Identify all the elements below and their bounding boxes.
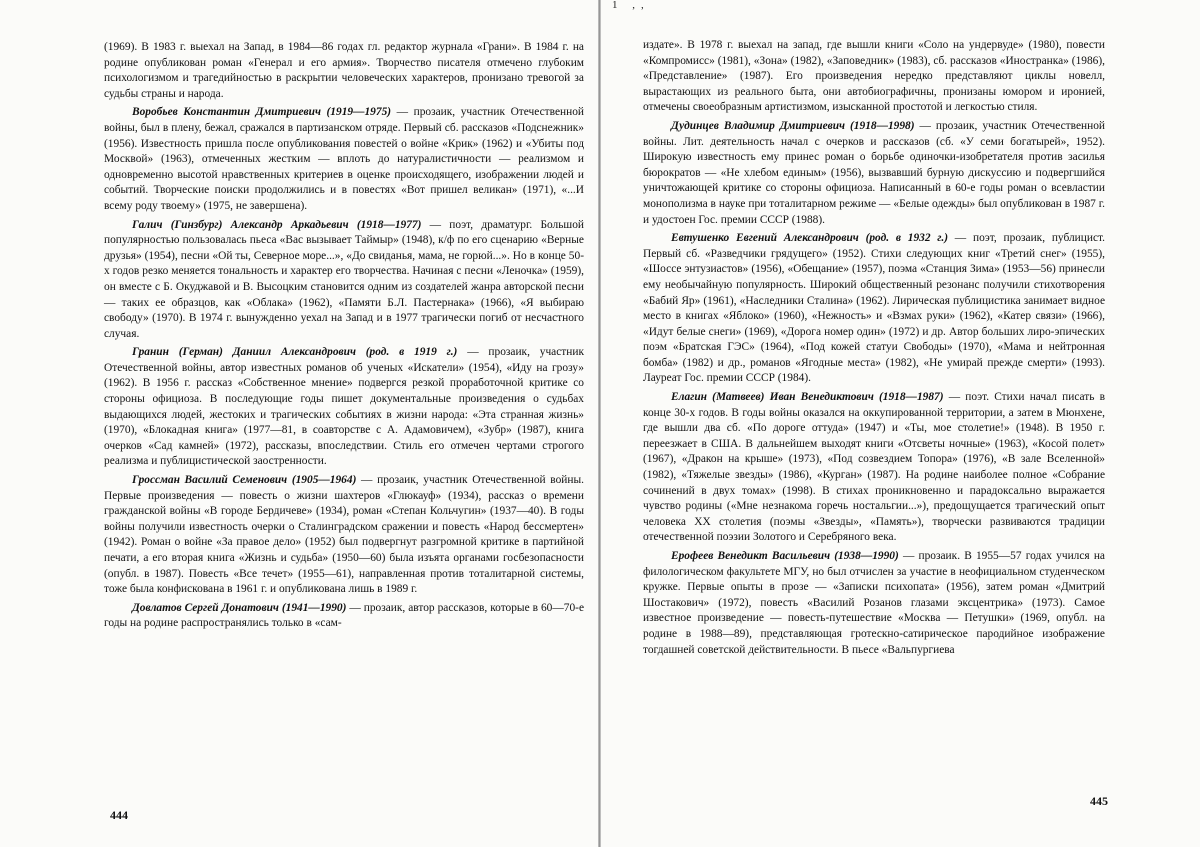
entry-text: — прозаик, автор рассказов, которые в 60—70-е годы на родине распространялись только в «сам- bbox=[104, 601, 584, 630]
page-number-right: 445 bbox=[1090, 794, 1108, 808]
entry-continuation: издате». В 1978 г. выехал на запад, где вышли книги «Соло на ундервуде» (1980), повести «Компромисс» (1981), «Зона» (1982), «Заповедник» (1983), сб. рассказов «Иностранка» (1986), «Представление» (1987). Его произведения нередко представляют циклы новелл, вырастающих из реального быта, они автобиографичны, пронизаны юмором и иронией, отмечены своеобразным артистизмом, изысканной простотой и легкостью стиля. bbox=[643, 39, 1105, 114]
entry-text: — прозаик, участник Отечественной войны. Первые произведения — повесть о жизни шахтеров «Глюкауф» (1934), рассказ о времени гражданской войны «В городе Бердичеве» (1934), роман «Степан Кольчугин» (1937—40). В годы войны получили известность очерки о Сталинградском сражении и повесть «Народ бессмертен» (1942). Роман о войне «За правое дело» (1952) был подвергнут разгромной критике в партийной печати, а его вторая книга «Жизнь и судьба» (1950—60) была изъята органами госбезопасности (опубл. в 1987). Повесть «Все течет» (1955—61), направленная против тоталитарной системы, тоже была конфискована в 1961 г. и опубликована лишь в 1989 г. bbox=[104, 474, 584, 596]
entry-vorobyev bbox=[104, 105, 584, 214]
entry-continuation: (1969). В 1983 г. выехал на Запад, в 1984—86 годах гл. редактор журнала «Грани». В 1984 г. на родине опубликован роман «Генерал и его армия». Творчество писателя отмечено глубоким психологизмом и трагедийностью в раскрытии человеческих характеров, пронизано тревогой за судьбы страны и народа. bbox=[104, 41, 584, 100]
entry-name: Елагин (Матвеев) Иван Венедиктович (1918—1987) bbox=[671, 391, 944, 404]
entry-text: — прозаик, участник Отечественной войны. Лит. деятельность начал с очерков и рассказов (сб. «У семи богатырей», 1952). Широкую известность ему принес роман о борьбе одиночки-изобретателя против засилья бюрократов — «Не хлебом единым» (1956), вызвавший бурную дискуссию и подвергшийся уничтожающей критике со стороны официоза. Написанный в 60-е годы роман о всевластии монополизма в науке при тоталитарном режиме — «Белые одежды» был опубликован в 1987 г. и удостоен Гос. премии СССР (1988). bbox=[643, 119, 1105, 226]
book-spine bbox=[598, 0, 601, 847]
top-margin-marks: 1 ,, bbox=[612, 0, 650, 11]
entry-name: Гроссман Василий Семенович (1905—1964) bbox=[132, 474, 357, 487]
entry-name: Гранин (Герман) Даниил Александрович (род. в 1919 г.) bbox=[132, 346, 458, 359]
entry-text: — прозаик. В 1955—57 годах учился на филологическом факультете МГУ, но был отчислен за участие в неофициальном студенческом кружке. Первые опыты в прозе — «Записки психопата» (1956), затем роман «Дмитрий Шостакович» (1972), повесть «Василий Розанов глазами эксцентрика» (1973). Самое известное произведение — повесть-путешествие «Москва — Петушки» (1969, опубл. на родине в 1988—89), представляющая гротескно-сатирическое пародийное изображение тогдашней советской действительности. В пьесе «Вальпургиева bbox=[643, 550, 1105, 656]
entry-text: — поэт, прозаик, публицист. Первый сб. «Разведчики грядущего» (1952). Стихи следующих книг «Третий снег» (1955), «Шоссе энтузиастов» (1956), «Обещание» (1957), поэма «Станция Зима» (1953—56) принесли ему необычайную популярность. Широкий общественный резонанс получили стихотворения «Бабий Яр» (1961), «Наследники Сталина» (1962). Лирическая публицистика занимает видное место в книгах «Яблоко» (1960), «Нежность» и «Взмах руки» (1962), «Катер связи» (1966), «Идут белые снеги» (1969), «Дорога номер один» (1972) и др. Автор больших лиро-эпических поэм «Братская ГЭС» (1964), «Под кожей статуи Свободы» (1970), «Мама и нейтронная бомба» (1982) и др., романов «Ягодные места» (1982), «Не умирай прежде смерти» (1993). Лауреат Гос. премии СССР (1984). bbox=[643, 232, 1105, 385]
entry-text: — поэт, драматург. Большой популярностью пользовалась пьеса «Вас вызывает Таймыр» (1948), к/ф по его сценарию «Верные друзья» (1954), песни «Ой ты, Северное море...», «До свиданья, мама, не горюй...». Но в конце 50-х годов резко меняется тональность и характер его творчества. Начиная с песни «Леночка» (1959), он вместе с Б. Окуджавой и В. Высоцким становится одним из создателей жанра авторской песни — таких ее образцов, как «Облака» (1962), «Памяти Б.Л. Пастернака» (1966), «Я выбираю свободу» (1970). В 1974 г. вынужденно уехал на Запад и в 1977 трагически погиб от несчастного случая. bbox=[104, 218, 584, 340]
entry-elagin bbox=[643, 390, 1105, 546]
entry-name: Евтушенко Евгений Александрович (род. в 1932 г.) bbox=[671, 232, 949, 245]
entry-galich bbox=[104, 218, 584, 343]
left-page bbox=[104, 40, 584, 635]
entry-evtushenko bbox=[643, 231, 1105, 387]
right-page bbox=[643, 38, 1105, 661]
entry-name: Галич (Гинзбург) Александр Аркадьевич (1918—1977) bbox=[132, 218, 422, 231]
entry-erofeev bbox=[643, 549, 1105, 658]
entry-dudintsev bbox=[643, 119, 1105, 228]
entry-name: Довлатов Сергей Донатович (1941—1990) bbox=[132, 601, 347, 614]
entry-name: Дудинцев Владимир Дмитриевич (1918—1998) bbox=[671, 119, 915, 132]
page-number-left: 444 bbox=[110, 808, 128, 822]
entry-text: — поэт. Стихи начал писать в конце 30-х годов. В годы войны оказался на оккупированной территории, а затем в Мюнхене, где вышли два сб. «По дороге оттуда» (1947) и «Ты, мое столетие!» (1948). В 1950 г. переезжает в США. В дальнейшем выходят книги «Отсветы ночные» (1963), «Косой полет» (1967), «Дракон на крыше» (1973), «Под созвездием Топора» (1976), «В зале Вселенной» (1982), «Тяжелые звезды» (1986), «Курган» (1987). На родине наиболее полное «Собрание сочинений в двух томах» (1998). В стихах проникновенно и парадоксально выражается чувство родины («Мне незнакома горечь ностальгии...»), предощущается трагический опыт человека XX столетия (поэмы «Звезды», «Память»), творчески развиваются традиции отечественной поэзии Золотого и Серебряного века. bbox=[643, 391, 1105, 544]
entry-text: — прозаик, участник Отечественной войны, был в плену, бежал, сражался в партизанском отряде. Первый сб. рассказов «Подснежник» (1956). Известность пришла после опубликования повестей о войне «Крик» (1962) и «Убиты под Москвой» (1963), отмеченных жестким — вплоть до натуралистичности — реализмом и одновременно высотой нравственных критериев в оценке происходящего, изображении людей и событий. Творческие поиски продолжились и в повестях «Вот пришел великан» (1971), «...И всему роду твоему» (1975, не завершена). bbox=[104, 106, 584, 212]
entry-granin bbox=[104, 345, 584, 470]
entry-grossman bbox=[104, 473, 584, 598]
entry-dovlatov bbox=[104, 601, 584, 632]
entry-text: — прозаик, участник Отечественной войны, автор известных романов об ученых «Искатели» (1954), «Иду на грозу» (1962). В 1956 г. рассказ «Собственное мнение» подвергся резкой проработочной критике со стороны официоза. В последующие годы пишет документальные произведения о судьбах выдающихся людей, жестоких и трагических событиях в жизни народа: «Эта странная жизнь» (1970), «Блокадная книга» (1977—81, в соавторстве с А. Адамовичем), «Зубр» (1987), книга очерков «Сад камней» (1972), рассказы, впоследствии. Стиль его отмечен чертами строгого реализма и публицистической заостренности. bbox=[104, 346, 584, 468]
entry-name: Воробьев Константин Дмитриевич (1919—1975) bbox=[132, 106, 392, 119]
entry-name: Ерофеев Венедикт Васильевич (1938—1990) bbox=[671, 550, 899, 562]
